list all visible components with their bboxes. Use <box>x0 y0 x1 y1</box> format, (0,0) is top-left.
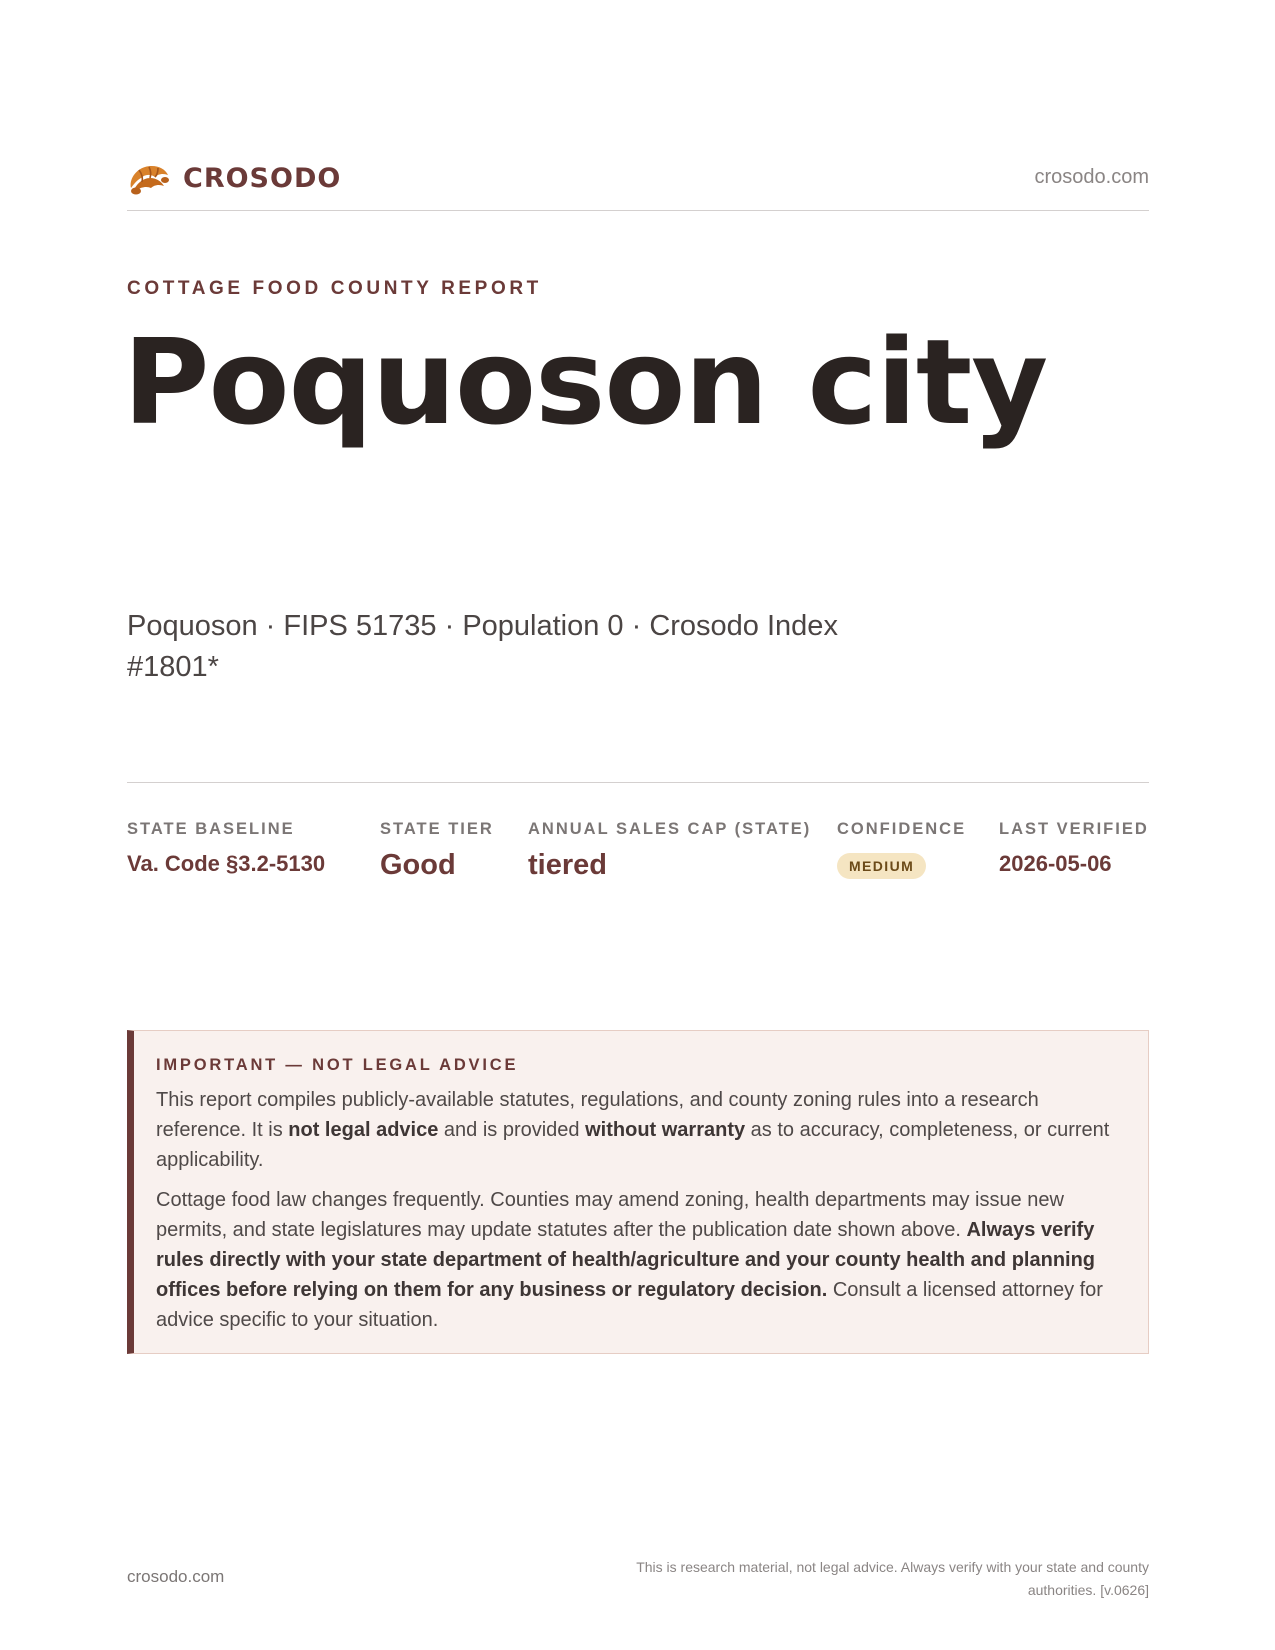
stat-label: STATE BASELINE <box>127 820 295 838</box>
brand[interactable] <box>127 158 341 198</box>
notice-text: Consult a licensed attorney for advice specific to your situation. <box>156 1279 1103 1331</box>
stat-confidence <box>837 820 966 879</box>
notice-body <box>156 1085 1126 1345</box>
header-site-link[interactable]: crosodo.com <box>1034 166 1149 188</box>
report-eyebrow: COTTAGE FOOD COUNTY REPORT <box>127 278 542 299</box>
croissant-icon <box>127 158 171 198</box>
stat-label: LAST VERIFIED <box>999 820 1149 838</box>
stat-label: ANNUAL SALES CAP (STATE) <box>528 820 812 838</box>
stat-last-verified <box>999 820 1149 877</box>
footer-disclaimer: This is research material, not legal advice. Always verify with your state and county authorities. [v.0626] <box>636 1559 1149 1598</box>
notice-emphasis: Always verify rules directly with your state department of health/agriculture and your county health and planning offices before relying on them for any business or regulatory decision. <box>156 1219 1096 1301</box>
section-divider <box>127 782 1149 783</box>
brand-name: CROSODO <box>183 162 342 194</box>
stat-annual-sales-cap <box>528 820 811 882</box>
notice-emphasis: not legal advice <box>288 1119 439 1141</box>
stat-state-tier <box>380 820 494 882</box>
stat-state-baseline <box>127 820 325 877</box>
legal-notice <box>127 1030 1149 1354</box>
confidence-badge: MEDIUM <box>837 853 926 879</box>
notice-paragraph <box>156 1185 1126 1335</box>
notice-text: Cottage food law changes frequently. Counties may amend zoning, health departments may issue new permits, and state legislatures may update statutes after the publication date shown above. <box>156 1189 1064 1241</box>
notice-text: as to accuracy, completeness, or current applicability. <box>156 1119 1110 1171</box>
page-header <box>127 158 1149 210</box>
stat-label: CONFIDENCE <box>837 820 967 838</box>
notice-text: This report compiles publicly-available statutes, regulations, and county zoning rules into a research reference. It is <box>156 1089 1039 1141</box>
header-divider <box>127 210 1149 211</box>
report-subtitle: Poquoson · FIPS 51735 · Population 0 · Crosodo Index #1801* <box>127 610 838 683</box>
notice-emphasis: without warranty <box>585 1119 746 1141</box>
page-title: Poquoson city <box>123 313 1048 451</box>
footer-site-link[interactable]: crosodo.com <box>127 1567 225 1586</box>
report-page <box>123 0 1149 1650</box>
notice-paragraph <box>156 1085 1126 1175</box>
notice-heading: IMPORTANT — NOT LEGAL ADVICE <box>156 1056 519 1074</box>
stat-value: 2026-05-06 <box>999 851 1112 876</box>
stat-value: Good <box>380 849 456 881</box>
stat-value: Va. Code §3.2-5130 <box>127 851 326 876</box>
stat-value: tiered <box>528 849 607 881</box>
notice-text: and is provided <box>438 1119 586 1141</box>
stat-label: STATE TIER <box>380 820 494 838</box>
